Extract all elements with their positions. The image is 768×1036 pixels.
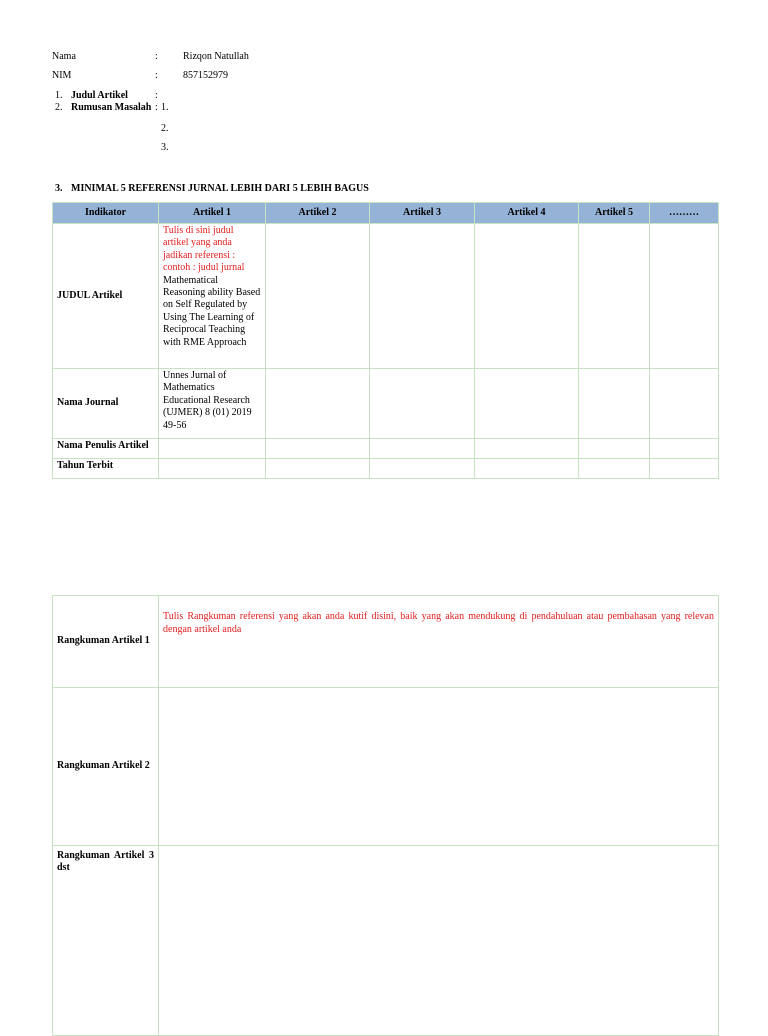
judul-artikel-1-cell[interactable] [159, 224, 266, 369]
table-row-penulis [53, 439, 719, 459]
list-item-1-number: 1. [55, 90, 63, 101]
table-row-journal [53, 369, 719, 439]
rumusan-masalah-colon: : [155, 102, 158, 113]
journal-artikel-3-cell[interactable] [370, 369, 475, 439]
header-more: ……… [650, 203, 719, 224]
judul-value-text: Mathematical Reasoning ability Based on Self Regulated by Using The Learning of Reciprocal Teaching with RME Approach [163, 274, 261, 348]
judul-row-label: JUDUL Artikel [53, 224, 159, 369]
summary-3-content[interactable] [159, 846, 719, 1036]
header-artikel-1: Artikel 1 [159, 203, 266, 224]
reference-table [52, 202, 719, 479]
journal-artikel-1-cell[interactable]: Unnes Jurnal of Mathematics Educational Research (UJMER) 8 (01) 2019 49-56 [159, 369, 266, 439]
penulis-artikel-1-cell[interactable] [159, 439, 266, 459]
table-header-row [53, 203, 719, 224]
tahun-artikel-4-cell[interactable] [475, 459, 579, 479]
summary-1-content[interactable]: Tulis Rangkuman referensi yang akan anda kutif disini, baik yang akan mendukung di pendahuluan atau pembahasan yang relevan dengan artikel anda [159, 596, 719, 688]
penulis-artikel-4-cell[interactable] [475, 439, 579, 459]
nim-value: 857152979 [183, 70, 228, 81]
judul-more-cell[interactable] [650, 224, 719, 369]
rumusan-sub-2: 2. [161, 123, 169, 134]
journal-more-cell[interactable] [650, 369, 719, 439]
judul-artikel-3-cell[interactable] [370, 224, 475, 369]
penulis-artikel-5-cell[interactable] [579, 439, 650, 459]
header-artikel-3: Artikel 3 [370, 203, 475, 224]
penulis-artikel-2-cell[interactable] [266, 439, 370, 459]
journal-artikel-4-cell[interactable] [475, 369, 579, 439]
name-colon: : [155, 51, 158, 62]
judul-artikel-4-cell[interactable] [475, 224, 579, 369]
summary-2-label: Rangkuman Artikel 2 [53, 688, 159, 846]
tahun-row-label: Tahun Terbit [53, 459, 159, 479]
summary-row-2 [53, 688, 719, 846]
list-item-2-number: 2. [55, 102, 63, 113]
summary-2-content[interactable] [159, 688, 719, 846]
penulis-artikel-3-cell[interactable] [370, 439, 475, 459]
name-label: Nama [52, 51, 76, 62]
table-row-judul [53, 224, 719, 369]
rumusan-sub-1: 1. [161, 102, 169, 113]
tahun-more-cell[interactable] [650, 459, 719, 479]
tahun-artikel-1-cell[interactable] [159, 459, 266, 479]
judul-artikel-label: Judul Artikel [71, 90, 128, 101]
journal-artikel-2-cell[interactable] [266, 369, 370, 439]
penulis-more-cell[interactable] [650, 439, 719, 459]
section-3-title: MINIMAL 5 REFERENSI JURNAL LEBIH DARI 5 LEBIH BAGUS [71, 183, 369, 194]
tahun-artikel-2-cell[interactable] [266, 459, 370, 479]
penulis-row-label: Nama Penulis Artikel [53, 439, 159, 459]
header-artikel-2: Artikel 2 [266, 203, 370, 224]
rumusan-sub-3: 3. [161, 142, 169, 153]
rumusan-masalah-label: Rumusan Masalah [71, 102, 152, 113]
judul-artikel-2-cell[interactable] [266, 224, 370, 369]
summary-1-label: Rangkuman Artikel 1 [53, 596, 159, 688]
tahun-artikel-3-cell[interactable] [370, 459, 475, 479]
header-artikel-4: Artikel 4 [475, 203, 579, 224]
summary-3-label: Rangkuman Artikel 3 dst [53, 846, 159, 1036]
header-artikel-5: Artikel 5 [579, 203, 650, 224]
table-row-tahun [53, 459, 719, 479]
summary-table [52, 595, 719, 1036]
nim-label: NIM [52, 70, 72, 81]
journal-row-label: Nama Journal [53, 369, 159, 439]
summary-row-1 [53, 596, 719, 688]
judul-hint-text: Tulis di sini judul artikel yang anda jadikan referensi : contoh : judul jurnal [163, 225, 245, 274]
journal-artikel-5-cell[interactable] [579, 369, 650, 439]
judul-artikel-5-cell[interactable] [579, 224, 650, 369]
name-value: Rizqon Natullah [183, 51, 249, 62]
judul-artikel-colon: : [155, 90, 158, 101]
summary-row-3 [53, 846, 719, 1036]
nim-colon: : [155, 70, 158, 81]
tahun-artikel-5-cell[interactable] [579, 459, 650, 479]
header-indikator: Indikator [53, 203, 159, 224]
section-3-number: 3. [55, 183, 63, 194]
